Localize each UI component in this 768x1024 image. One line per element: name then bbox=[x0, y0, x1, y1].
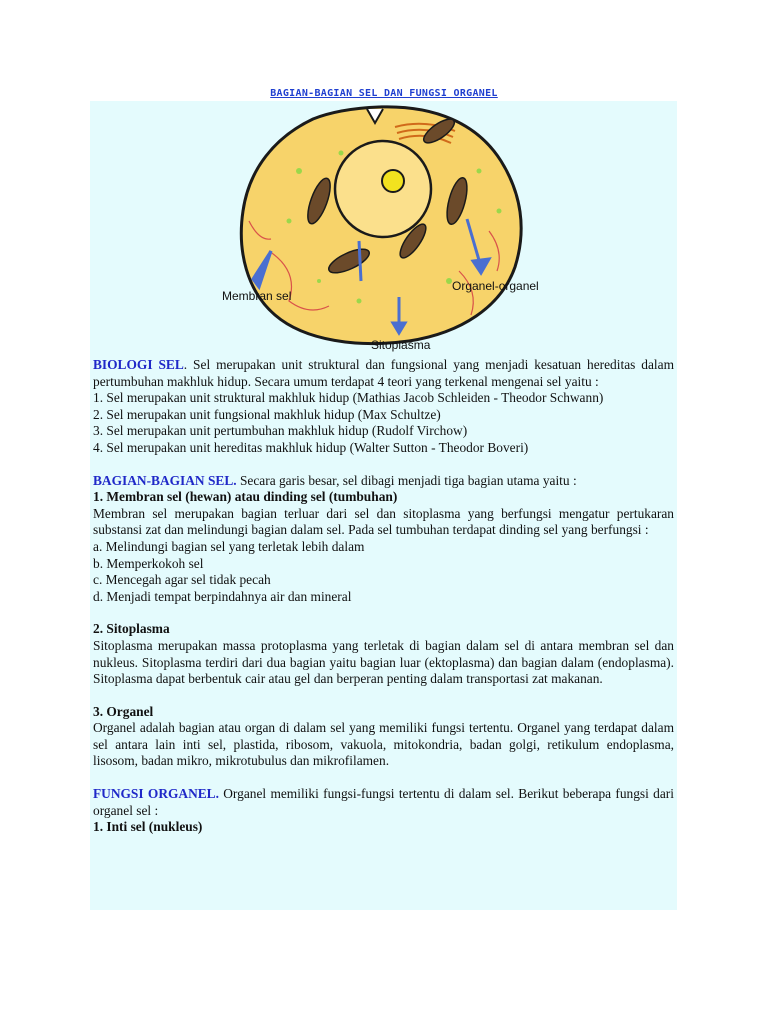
page-title: BAGIAN-BAGIAN SEL DAN FUNGSI ORGANEL bbox=[270, 88, 498, 99]
membran-text: Membran sel merupakan bagian terluar dari sel dan sitoplasma yang berfungsi mengatur pertukaran substansi zat dan melindungi bagian dalam sel. Pada sel tumbuhan terdapat dinding sel yang berfungsi : bbox=[93, 505, 674, 538]
intro-paragraph bbox=[93, 357, 674, 390]
theory-item: 1. Sel merupakan unit struktural makhluk hidup (Mathias Jacob Schleiden - Theodor Schwann) bbox=[93, 390, 604, 406]
intro-text: . Sel merupakan unit struktural dan fungsional yang menjadi kesatuan hereditas dalam pertumbuhan makhluk hidup. Secara umum terdapat 4 teori yang terkenal mengenai sel yaitu : bbox=[93, 357, 674, 389]
functions-lead: FUNGSI ORGANEL. bbox=[93, 786, 219, 802]
parts-paragraph bbox=[93, 473, 674, 490]
membran-item: a. Melindungi bagian sel yang terletak lebih dalam bbox=[93, 538, 365, 554]
nukleus-heading: 1. Inti sel (nukleus) bbox=[93, 819, 203, 835]
cell-diagram bbox=[209, 101, 549, 353]
organel-heading: 3. Organel bbox=[93, 703, 154, 719]
membran-heading: 1. Membran sel (hewan) atau dinding sel (tumbuhan) bbox=[93, 489, 398, 505]
sitoplasma-text: Sitoplasma merupakan massa protoplasma yang terletak di bagian dalam sel di antara membran sel dan nukleus. Sitoplasma terdiri dari dua bagian yaitu bagian luar (ektoplasma) dan bagian dalam (endoplasma). Sitoplasma dapat berbentuk cair atau gel dan berperan penting dalam transportasi zat makanan. bbox=[93, 637, 674, 687]
membran-item: d. Menjadi tempat berpindahnya air dan mineral bbox=[93, 588, 352, 604]
theory-item: 3. Sel merupakan unit pertumbuhan makhluk hidup (Rudolf Virchow) bbox=[93, 423, 468, 439]
organel-text: Organel adalah bagian atau organ di dalam sel yang memiliki fungsi tertentu. Organel yang terdapat dalam sel antara lain inti sel, plastida, ribosom, vakuola, mitokondria, badan golgi, retikulum endoplasma, lisosom, badan mikro, mikrotubulus dan mikrofilamen. bbox=[93, 720, 674, 769]
membran-item: c. Mencegah agar sel tidak pecah bbox=[93, 572, 271, 588]
membran-item: b. Memperkokoh sel bbox=[93, 555, 204, 571]
nucleolus-shape bbox=[382, 170, 404, 192]
label-organel: Organel-organel bbox=[452, 279, 539, 293]
sitoplasma-heading: 2. Sitoplasma bbox=[93, 621, 170, 637]
functions-text: Organel memiliki fungsi-fungsi tertentu di dalam sel. Berikut beberapa fungsi dari organel sel : bbox=[93, 786, 674, 818]
parts-lead: BAGIAN-BAGIAN SEL. bbox=[93, 472, 237, 488]
content-panel bbox=[90, 101, 677, 910]
nucleus-shape bbox=[335, 141, 431, 237]
intro-lead: BIOLOGI SEL bbox=[93, 357, 184, 372]
theory-item: 2. Sel merupakan unit fungsional makhluk hidup (Max Schultze) bbox=[93, 406, 441, 422]
label-membran-sel: Membran sel bbox=[222, 289, 292, 303]
functions-paragraph bbox=[93, 786, 674, 819]
theory-item: 4. Sel merupakan unit hereditas makhluk hidup (Walter Sutton - Theodor Boveri) bbox=[93, 439, 529, 455]
article-body bbox=[93, 357, 674, 836]
parts-text: Secara garis besar, sel dibagi menjadi tiga bagian utama yaitu : bbox=[236, 472, 577, 488]
label-sitoplasma: Sitoplasma bbox=[371, 338, 431, 352]
